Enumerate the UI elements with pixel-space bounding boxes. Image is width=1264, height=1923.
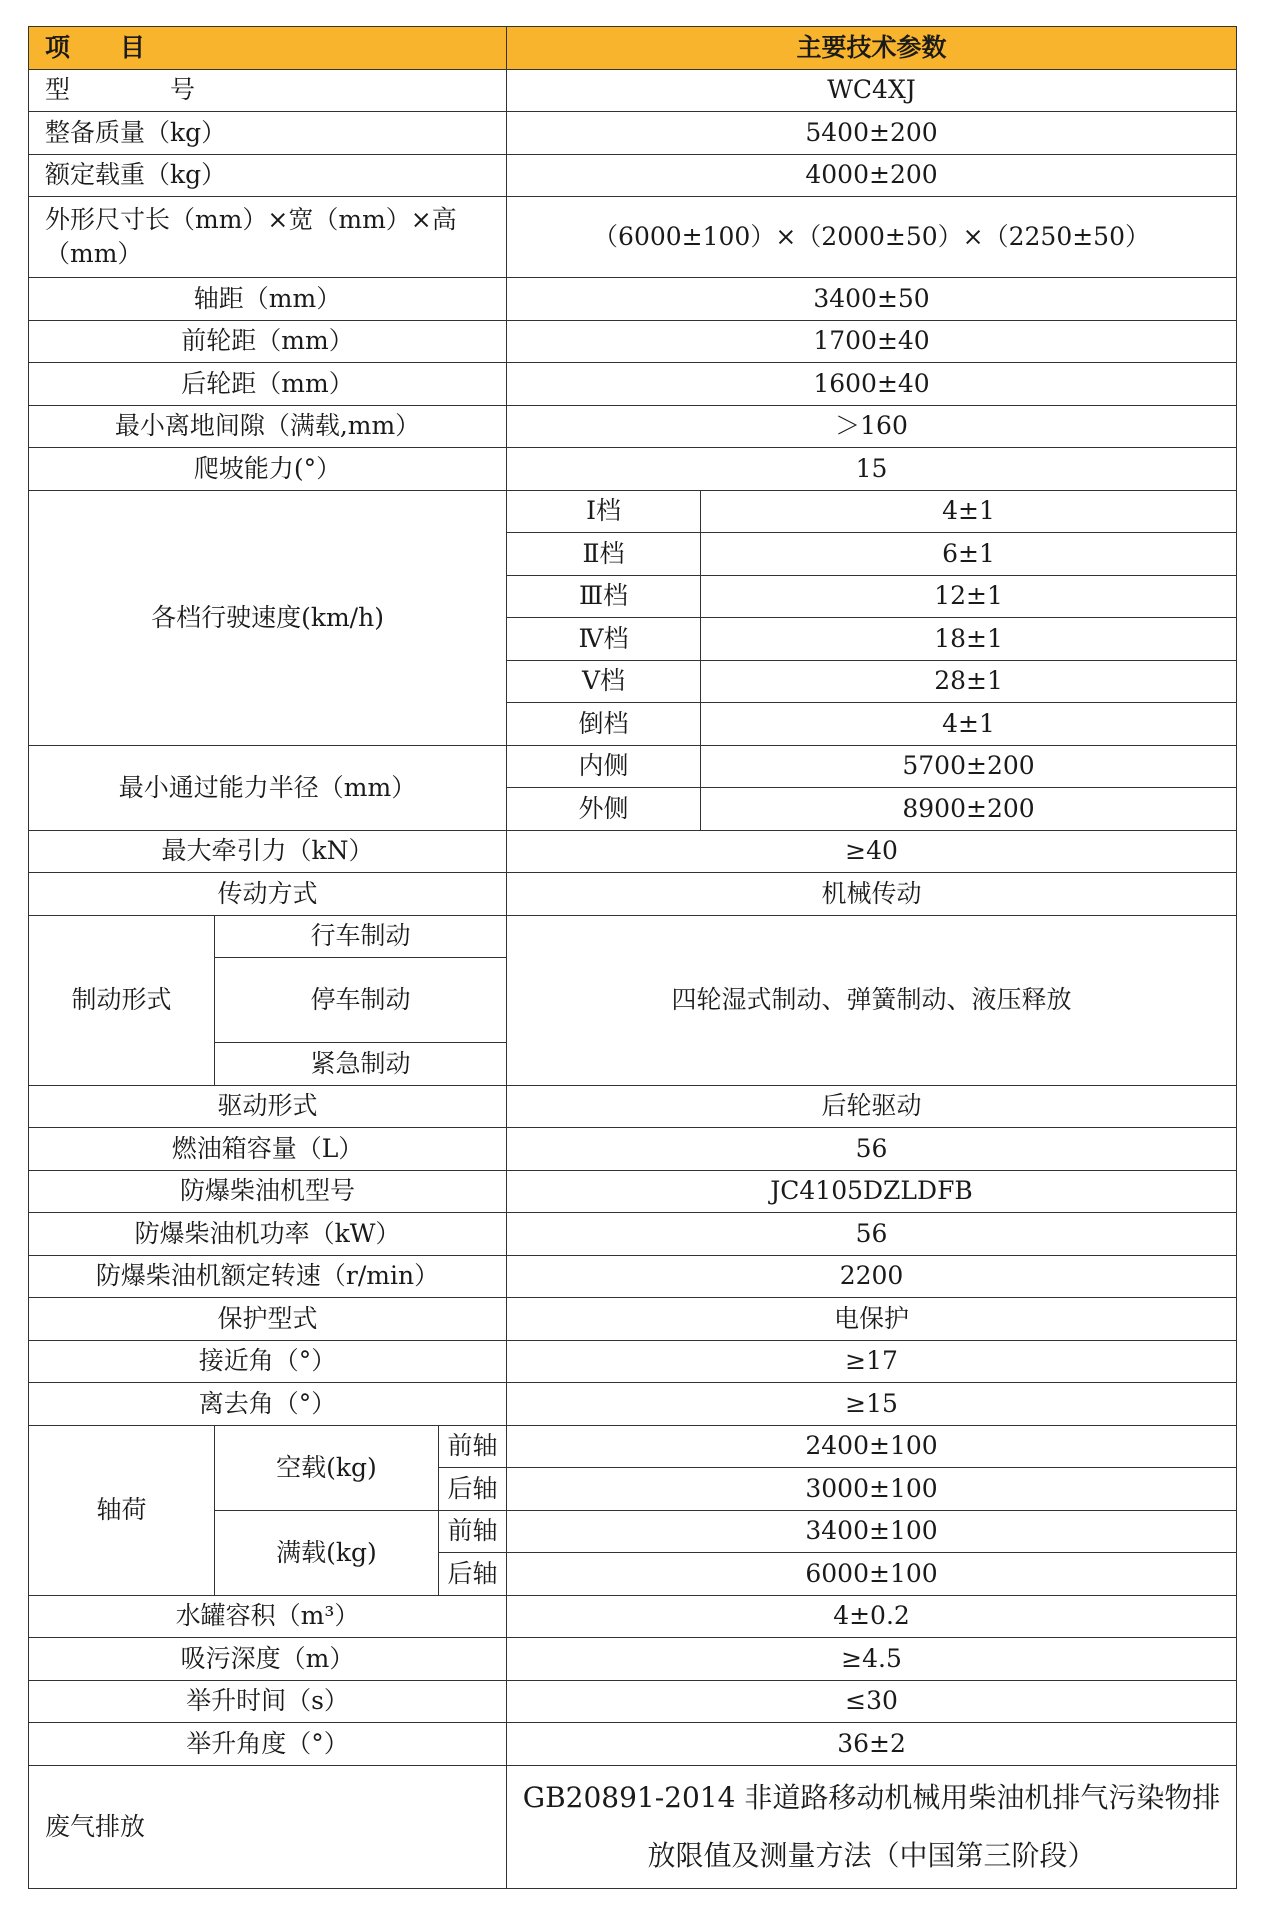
gear-label: Ⅳ档 — [507, 618, 701, 661]
spec-value: 电保护 — [507, 1298, 1237, 1341]
spec-value: 36±2 — [507, 1723, 1237, 1766]
spec-value: （6000±100）×（2000±50）×（2250±50） — [507, 197, 1237, 278]
brake-label: 制动形式 — [29, 915, 215, 1085]
spec-value: 机械传动 — [507, 873, 1237, 916]
gear-label: Ⅱ档 — [507, 533, 701, 576]
spec-label: 防爆柴油机功率（kW） — [29, 1213, 507, 1256]
spec-value: 4000±200 — [507, 154, 1237, 197]
spec-label: 接近角（°） — [29, 1340, 507, 1383]
gear-label: 倒档 — [507, 703, 701, 746]
axle-value: 3000±100 — [507, 1468, 1237, 1511]
table-row — [29, 1128, 1237, 1171]
spec-value: WC4XJ — [507, 69, 1237, 112]
axle-name: 前轴 — [439, 1510, 507, 1553]
spec-value: 后轮驱动 — [507, 1085, 1237, 1128]
axle-value: 3400±100 — [507, 1510, 1237, 1553]
spec-label: 型 号 — [29, 69, 507, 112]
spec-table — [28, 26, 1237, 1889]
spec-label: 爬坡能力(°） — [29, 448, 507, 491]
radius-side: 外侧 — [507, 788, 701, 831]
axle-name: 前轴 — [439, 1425, 507, 1468]
spec-value: 2200 — [507, 1255, 1237, 1298]
spec-label: 最小离地间隙（满载,mm） — [29, 405, 507, 448]
spec-value: 5400±200 — [507, 112, 1237, 155]
axle-label: 轴荷 — [29, 1425, 215, 1595]
table-row — [29, 1383, 1237, 1426]
header-item: 项 目 — [29, 27, 507, 70]
gear-value: 18±1 — [701, 618, 1237, 661]
table-row — [29, 197, 1237, 278]
spec-label: 吸污深度（m） — [29, 1638, 507, 1681]
spec-label: 额定载重（kg） — [29, 154, 507, 197]
spec-label: 驱动形式 — [29, 1085, 507, 1128]
spec-value: 3400±50 — [507, 278, 1237, 321]
radius-side: 内侧 — [507, 745, 701, 788]
spec-label: 传动方式 — [29, 873, 507, 916]
table-row — [29, 915, 1237, 958]
gear-label: Ⅰ档 — [507, 490, 701, 533]
emission-value: GB20891-2014 非道路移动机械用柴油机排气污染物排放限值及测量方法（中国第三阶段） — [507, 1765, 1237, 1888]
spec-value: 56 — [507, 1128, 1237, 1171]
table-row — [29, 405, 1237, 448]
table-row — [29, 1723, 1237, 1766]
spec-value: JC4105DZLDFB — [507, 1170, 1237, 1213]
brake-type: 紧急制动 — [215, 1043, 507, 1086]
gear-value: 4±1 — [701, 490, 1237, 533]
table-row — [29, 1765, 1237, 1888]
table-row — [29, 1340, 1237, 1383]
axle-value: 2400±100 — [507, 1425, 1237, 1468]
table-row — [29, 1085, 1237, 1128]
spec-label: 水罐容积（m³） — [29, 1595, 507, 1638]
radius-value: 5700±200 — [701, 745, 1237, 788]
table-row — [29, 1255, 1237, 1298]
table-row — [29, 154, 1237, 197]
brake-value: 四轮湿式制动、弹簧制动、液压释放 — [507, 915, 1237, 1085]
table-row — [29, 320, 1237, 363]
spec-label: 离去角（°） — [29, 1383, 507, 1426]
spec-label: 外形尺寸长（mm）×宽（mm）×高（mm） — [29, 197, 507, 278]
table-row — [29, 448, 1237, 491]
spec-value: 1600±40 — [507, 363, 1237, 406]
radius-label: 最小通过能力半径（mm） — [29, 745, 507, 830]
spec-value: 56 — [507, 1213, 1237, 1256]
spec-label: 保护型式 — [29, 1298, 507, 1341]
spec-label: 后轮距（mm） — [29, 363, 507, 406]
table-row — [29, 278, 1237, 321]
table-row — [29, 1170, 1237, 1213]
table-header-row — [29, 27, 1237, 70]
header-params: 主要技术参数 — [507, 27, 1237, 70]
table-row — [29, 112, 1237, 155]
emission-label: 废气排放 — [29, 1765, 507, 1888]
spec-value: ≥40 — [507, 830, 1237, 873]
table-row — [29, 1298, 1237, 1341]
axle-value: 6000±100 — [507, 1553, 1237, 1596]
table-row — [29, 69, 1237, 112]
gear-value: 28±1 — [701, 660, 1237, 703]
spec-value: ≥15 — [507, 1383, 1237, 1426]
gear-value: 6±1 — [701, 533, 1237, 576]
brake-type: 行车制动 — [215, 915, 507, 958]
gear-value: 12±1 — [701, 575, 1237, 618]
brake-type: 停车制动 — [215, 958, 507, 1043]
spec-label: 最大牵引力（kN） — [29, 830, 507, 873]
table-row — [29, 1213, 1237, 1256]
axle-name: 后轴 — [439, 1553, 507, 1596]
spec-label: 整备质量（kg） — [29, 112, 507, 155]
table-row — [29, 745, 1237, 788]
table-row — [29, 363, 1237, 406]
axle-empty-label: 空载(kg) — [215, 1425, 439, 1510]
table-row — [29, 1425, 1237, 1468]
axle-full-label: 满载(kg) — [215, 1510, 439, 1595]
table-row — [29, 873, 1237, 916]
spec-value: ≤30 — [507, 1680, 1237, 1723]
spec-value: 4±0.2 — [507, 1595, 1237, 1638]
spec-value: ＞160 — [507, 405, 1237, 448]
table-row — [29, 1595, 1237, 1638]
table-row — [29, 490, 1237, 533]
gear-label: Ⅲ档 — [507, 575, 701, 618]
spec-label: 防爆柴油机型号 — [29, 1170, 507, 1213]
spec-value: ≥17 — [507, 1340, 1237, 1383]
spec-label: 举升角度（°） — [29, 1723, 507, 1766]
axle-name: 后轴 — [439, 1468, 507, 1511]
spec-label: 举升时间（s） — [29, 1680, 507, 1723]
table-row — [29, 1680, 1237, 1723]
gear-label: Ⅴ档 — [507, 660, 701, 703]
spec-value: ≥4.5 — [507, 1638, 1237, 1681]
spec-value: 1700±40 — [507, 320, 1237, 363]
gear-value: 4±1 — [701, 703, 1237, 746]
spec-label: 轴距（mm） — [29, 278, 507, 321]
spec-label: 防爆柴油机额定转速（r/min） — [29, 1255, 507, 1298]
spec-value: 15 — [507, 448, 1237, 491]
speed-label: 各档行驶速度(km/h) — [29, 490, 507, 745]
spec-label: 前轮距（mm） — [29, 320, 507, 363]
table-row — [29, 830, 1237, 873]
table-row — [29, 1638, 1237, 1681]
spec-label: 燃油箱容量（L） — [29, 1128, 507, 1171]
radius-value: 8900±200 — [701, 788, 1237, 831]
